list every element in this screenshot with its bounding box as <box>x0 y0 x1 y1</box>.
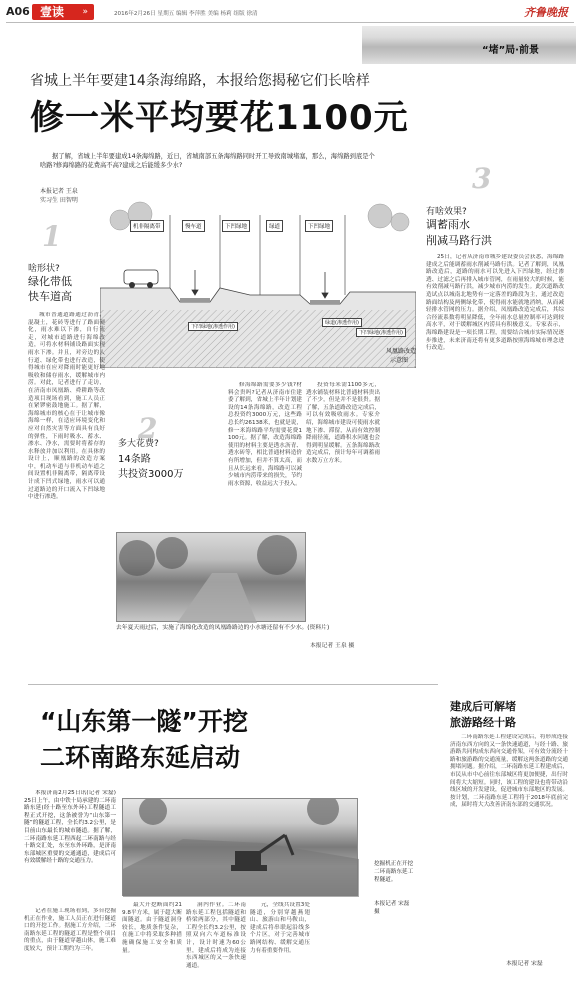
newspaper-brand: 齐鲁晚报 <box>524 6 568 19</box>
photo1-credit: 本报记者 王泉 摄 <box>310 643 355 649</box>
article1-column-3: 投资每米需1100多元，透水铺装材料比普通材料贵出了不少，但是并不是很贵。据了解，五条道路改造完成后，可以有效吸收雨水。专家介绍，海绵城市建设可使雨水就地下渗、滞留，从而有效控制降雨径流，道路积水问题也会得到明显缓解。五条海绵路改造完成后，预计每年可调蓄雨水数万立方米。 <box>306 382 380 464</box>
lower-label-right: 绿道(渗透作用) <box>322 318 362 327</box>
byline-intern: 实习生 田智明 <box>40 197 78 204</box>
column-banner <box>362 26 576 64</box>
article2-headline-1: “山东第一隧”开挖 <box>40 707 248 736</box>
subhead-3-answer-1: 调蓄雨水 <box>426 218 470 231</box>
subhead-1-answer-2: 快车道高 <box>28 290 72 303</box>
diagram-caption-1: 风凰路改造 <box>386 348 417 355</box>
byline-reporter: 本报记者 王泉 <box>40 188 78 195</box>
article2-column-e: 元，全线共设置3处隧道，分别穿越燕翅山、旅游山和马鞍山，建成后将串联起沿线多个片区，对于完善城市路网结构、缓解交通压力有着重要作用。 <box>250 902 310 954</box>
article2-headline-2: 二环南路东延启动 <box>40 743 241 772</box>
photo-excavator <box>123 799 359 897</box>
article2-dateline: 本报济南2月25日讯(记者 宋磊) 25日上午，由中铁十局承建的二环南路东延(经十路至东外环)工程隧道工程正式开挖，这条被誉为“山东第一隧”的隧道工程，全长约3.2公里，是目前山东最长的城市隧道。据了解，二环南路东延工程西起二环南路与经十路交汇处，东至东外环路，是济南东部城区重要的交通通道，建成后可有效缓解经十路的交通压力。 <box>24 790 116 865</box>
lane-label-2: 慢车道 <box>182 220 205 232</box>
lower-label-right2: 下凹绿地(渗透作用) <box>356 328 406 337</box>
tunnel-excavation-photo <box>122 798 358 896</box>
sidebar-credit: 本报记者 宋磊 <box>506 961 543 967</box>
page-number: A06 <box>6 5 30 18</box>
subhead-2-answer-2: 共投资3000万 <box>118 469 184 480</box>
subhead-3-answer-2: 削减马路行洪 <box>426 234 492 247</box>
sponge-road-photo <box>116 532 306 622</box>
road-diagram <box>100 200 416 368</box>
car-icon <box>124 270 158 288</box>
article2-column-d: 洞内作业。二环南路东延工程包括隧道和桥梁两部分，其中隧道工程全长约3.2公里，按照双向六车道标准设计，设计时速为60公里，建成后将成为连接东西城区的又一条快速通道。 <box>186 902 246 969</box>
article1-column-4: 25日，记者从济南市城乡建设委员会获悉，海绵路建成之后能调蓄雨水削减马路行洪。记者了解到，凤凰路改造后，道路的雨水可以先进入下凹绿地，经过渗透、过滤之后再排入城市管网，在雨量较大的时候，能有效削减马路行洪，减少城市内涝的发生。此次道路改造试点以城南北地势有一定落差的路段为主，通过改造路面结构及两侧绿化带，使得雨水能就地消纳，从而减轻排水管网的压力。据介绍，凤凰路改造完成后，其综合径流系数将明显降低，全年雨水总量控制率可达到较高水平，对于缓解城区内涝具有积极意义。专家表示，海绵路建设是一项长期工程，需要结合城市实际情况逐步推进，未来济南还将有更多道路按照海绵城市理念进行改造。 <box>426 254 564 352</box>
diagram-caption-2: 示意图 <box>390 357 409 364</box>
sidebar-headline-2: 旅游路经十路 <box>450 716 516 729</box>
article1-column-2: 修海绵路需要多少钱?材料会贵吗?记者从济南市住建委了解到，省城上半年计划建设的14条海绵路，改造工程总投资约3000万元，这些路总长约26138米，也就是说，修一米海绵路平均需要花费1100元。据了解，改造海绵路使用的材料主要是透水沥青、透水砖等，相比普通材料造价有所增加，但并不算太高，而且从长远来看，海绵路可以减少城市内涝带来的损失，节约雨水资源，收益远大于投入。 <box>228 382 302 487</box>
subhead-2-question: 多大花费? <box>118 439 159 449</box>
subhead-1-question: 啥形状? <box>28 264 60 274</box>
article2-column-c: 最大开挖断面约219.8平方米，属于超大断面隧道。由于隧道洞身较长，地质条件复杂，在施工中将采取多种措施确保施工安全和质量。 <box>122 902 182 954</box>
lower-label-left: 下凹绿地(渗透作用) <box>188 322 238 331</box>
article2-column-b: 记者在施工现场看到，多台挖掘机正在作业，施工人员正在进行隧道口的开挖工作。据施工方介绍，二环南路东延工程的隧道工程是整个项目的重点，由于隧道穿越山体，施工难度较大，预计工期约为三年。 <box>24 908 116 952</box>
lane-label-3: 下凹绿地 <box>222 220 250 232</box>
article2-sidebar <box>446 690 574 975</box>
lane-label-4: 绿道 <box>266 220 283 232</box>
subhead-2-answer-1: 14条路 <box>118 454 151 465</box>
subhead-1-answer-1: 绿化带低 <box>28 275 72 288</box>
section-number-2: 2 <box>138 412 158 445</box>
section-number-3: 3 <box>472 162 492 195</box>
lead-paragraph: 据了解，省城上半年要建成14条海绵路，近日，省城南部五条海绵路同时开工导致南城堵塞，那么，海绵路到底是个啥路?修海绵路的花费高不高?建成之后能缓多少水? <box>40 153 375 169</box>
photo-trees <box>117 533 307 623</box>
lane-label-1: 机非隔离带 <box>130 220 164 232</box>
photo1-caption: 去年夏天雨过后，实施了海绵化改造的凤凰路路边的小水塘还留有不少水。(资料片) <box>116 625 330 631</box>
traffic-photo <box>362 26 576 64</box>
photo2-credit: 本报记者 宋磊 摄 <box>374 901 410 915</box>
section-badge <box>32 4 94 20</box>
section-number-1: 1 <box>42 220 62 253</box>
issue-info: 2016年2月26日 星期五 编辑 李萍胜 美编 杨莉 组版 徐清 <box>114 11 258 17</box>
column-title: “堵”局·前景 <box>482 45 539 56</box>
sidebar-text: 二环南路东延工程建设完成后，将形成连接济南东西方向的又一条快速通道，与经十路、旅游路共同构成东西向交通骨架，可有效分流经十路和旅游路的交通流量，缓解这两条道路的交通拥堵问题。据介绍，二环南路东延工程建成后，市民从市中心前往东部城区将更加便捷，出行时间将大大缩短。同时，该工程的建设也将带动沿线区域的开发建设，促进城市东部地区的发展。按计划，二环南路东延工程将于2018年底前完成，届时将大大改善济南东部的交通状况。 <box>450 734 568 809</box>
arrow-icon: » <box>82 7 88 17</box>
article1-column-1: 城市普通道路通过沥青、混凝土，花砖等进行了路面硬化，雨水难以下渗，自行流走，对城市道路进行海绵改造，可将水材料铺设路面实现雨水下渗。并且，对旁边的人行道、绿化带也进行改造，使得城市在应对降雨时能更好地吸收和储存雨水，缓解城市内涝。对此，记者进行了走访，在济南市凤凰路、舜耕路等改造项目现场看到，施工人员正在紧锣密鼓地施工。据了解，海绵城市的核心在于让城市像海绵一样，在适应环境变化和应对自然灾害等方面具有良好的弹性，下雨时吸水、蓄水、渗水、净水，需要时将蓄存的水释放并加以利用。在具体的设计上，顺凰路的改造方案中，机动车道与非机动车道之间设置机非隔离带，隔离带设计成下凹式绿地，雨水可以通过道路边的开口流入下凹绿地中进行渗透。 <box>28 312 105 501</box>
sidebar-headline-1: 建成后可解堵 <box>450 700 516 713</box>
kicker-line: 省城上半年要建14条海绵路，本报给您揭秘它们长啥样 <box>30 73 370 89</box>
photo2-caption: 挖掘机正在开挖二环南路东延工程隧道。 <box>374 861 414 883</box>
headline: 修一米平均要花1100元 <box>30 98 409 138</box>
section-title: 壹读 <box>40 5 65 19</box>
lane-label-5: 下凹绿地 <box>305 220 333 232</box>
page-header <box>0 0 580 28</box>
subhead-3-question: 有啥效果? <box>426 207 467 217</box>
